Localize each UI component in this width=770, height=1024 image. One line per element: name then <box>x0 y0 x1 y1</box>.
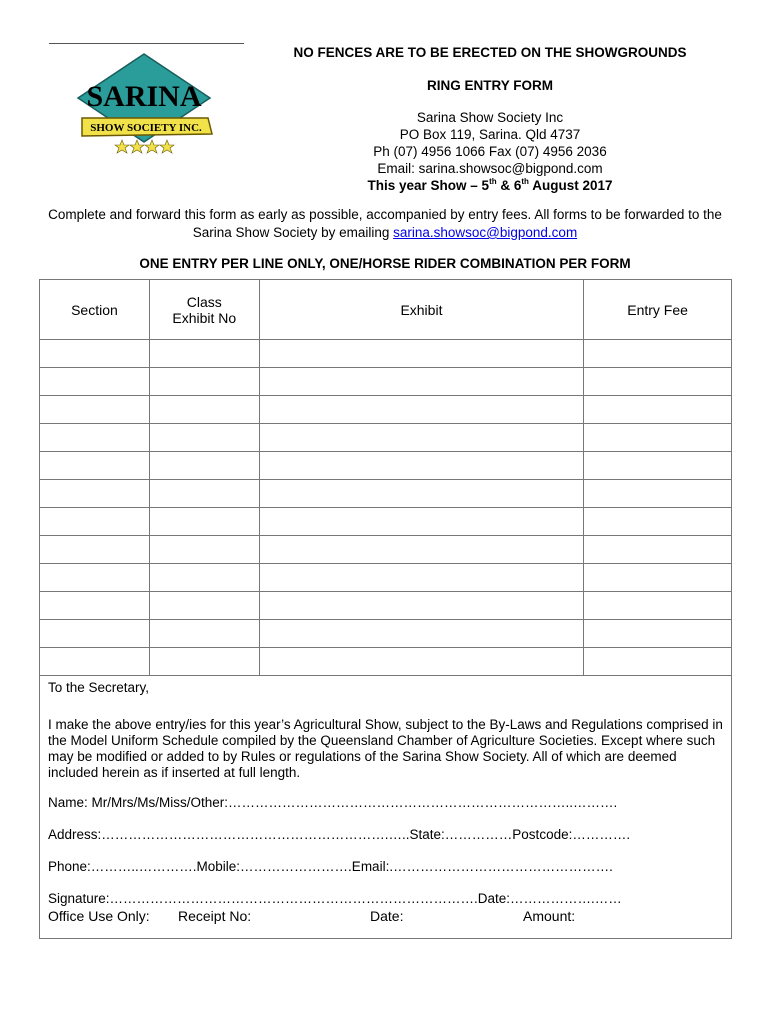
class-cell[interactable] <box>149 536 259 564</box>
section-cell[interactable] <box>40 340 150 368</box>
top-rule <box>49 43 244 44</box>
phone-field[interactable]: Phone:………..………….Mobile:…………………….Email:.…………………………………………. <box>48 859 613 874</box>
one-entry-notice: ONE ENTRY PER LINE ONLY, ONE/HORSE RIDER COMBINATION PER FORM <box>139 256 631 271</box>
entries-table <box>39 279 732 676</box>
table-row <box>40 424 732 452</box>
exhibit-cell[interactable] <box>259 452 583 480</box>
postal-address: PO Box 119, Sarina. Qld 4737 <box>399 127 581 142</box>
table-row <box>40 536 732 564</box>
section-cell[interactable] <box>40 592 150 620</box>
exhibit-cell[interactable] <box>259 564 583 592</box>
section-cell[interactable] <box>40 396 150 424</box>
office-use-row <box>48 908 723 924</box>
instructions: Complete and forward this form as early as possible, accompanied by entry fees. All forms to be forwarded to the Sarina Show Society by emailing sarina.showsoc@bigpond.com <box>48 207 722 240</box>
entry-fee-cell[interactable] <box>584 340 732 368</box>
entry-fee-cell[interactable] <box>584 536 732 564</box>
section-cell[interactable] <box>40 368 150 396</box>
entry-fee-cell[interactable] <box>584 648 732 676</box>
name-field[interactable]: Name: Mr/Mrs/Ms/Miss/Other:…………………………………………………………………..………. <box>48 795 618 810</box>
col-header-class: Class Exhibit No <box>149 280 259 340</box>
contact-email: Email: sarina.showsoc@bigpond.com <box>377 161 603 176</box>
entry-fee-cell[interactable] <box>584 368 732 396</box>
table-row <box>40 564 732 592</box>
col-header-exhibit: Exhibit <box>259 280 583 340</box>
signature-field[interactable]: Signature:……………………………………………………………………….Date:……………….…… <box>48 891 622 906</box>
section-cell[interactable] <box>40 480 150 508</box>
sarina-show-society-logo <box>62 52 232 160</box>
table-row <box>40 396 732 424</box>
logo-name: SARINA <box>86 80 202 113</box>
section-cell[interactable] <box>40 648 150 676</box>
entry-fee-cell[interactable] <box>584 564 732 592</box>
exhibit-cell[interactable] <box>259 620 583 648</box>
table-row <box>40 340 732 368</box>
table-row <box>40 368 732 396</box>
class-cell[interactable] <box>149 424 259 452</box>
table-row <box>40 508 732 536</box>
section-cell[interactable] <box>40 564 150 592</box>
to-secretary: To the Secretary, <box>48 680 150 695</box>
email-link[interactable]: sarina.showsoc@bigpond.com <box>393 225 578 240</box>
office-use-label: Office Use Only: <box>48 908 150 924</box>
form-title: RING ENTRY FORM <box>426 78 553 93</box>
exhibit-cell[interactable] <box>259 536 583 564</box>
table-row <box>40 648 732 676</box>
logo-banner: SHOW SOCIETY INC. <box>90 122 202 134</box>
entry-fee-cell[interactable] <box>584 480 732 508</box>
entry-fee-cell[interactable] <box>584 424 732 452</box>
section-cell[interactable] <box>40 620 150 648</box>
phone-fax: Ph (07) 4956 1066 Fax (07) 4956 2036 <box>373 144 607 159</box>
col-header-entry-fee: Entry Fee <box>584 280 732 340</box>
class-cell[interactable] <box>149 508 259 536</box>
class-cell[interactable] <box>149 452 259 480</box>
entry-fee-cell[interactable] <box>584 452 732 480</box>
society-name: Sarina Show Society Inc <box>416 110 564 125</box>
show-dates: This year Show – 5th & 6th August 2017 <box>367 177 613 193</box>
address-field[interactable]: Address:……………………………………………………….…..State:……………Postcode:…………. <box>48 827 631 842</box>
exhibit-cell[interactable] <box>259 508 583 536</box>
exhibit-cell[interactable] <box>259 592 583 620</box>
class-cell[interactable] <box>149 340 259 368</box>
class-cell[interactable] <box>149 368 259 396</box>
exhibit-cell[interactable] <box>259 648 583 676</box>
entry-fee-cell[interactable] <box>584 592 732 620</box>
entry-fee-cell[interactable] <box>584 620 732 648</box>
col-header-section: Section <box>40 280 150 340</box>
class-cell[interactable] <box>149 564 259 592</box>
section-cell[interactable] <box>40 452 150 480</box>
entry-fee-cell[interactable] <box>584 508 732 536</box>
table-header-row <box>40 280 732 340</box>
table-row <box>40 480 732 508</box>
declaration-section <box>39 674 732 939</box>
table-row <box>40 620 732 648</box>
table-row <box>40 452 732 480</box>
class-cell[interactable] <box>149 396 259 424</box>
class-cell[interactable] <box>149 620 259 648</box>
receipt-no-label: Receipt No: <box>178 908 252 924</box>
exhibit-cell[interactable] <box>259 340 583 368</box>
class-cell[interactable] <box>149 648 259 676</box>
exhibit-cell[interactable] <box>259 396 583 424</box>
form-header <box>250 44 730 194</box>
section-cell[interactable] <box>40 424 150 452</box>
entry-fee-cell[interactable] <box>584 396 732 424</box>
exhibit-cell[interactable] <box>259 480 583 508</box>
exhibit-cell[interactable] <box>259 424 583 452</box>
table-row <box>40 592 732 620</box>
date-label: Date: <box>370 908 404 924</box>
section-cell[interactable] <box>40 536 150 564</box>
class-cell[interactable] <box>149 592 259 620</box>
declaration-text: I make the above entry/ies for this year’s Agricultural Show, subject to the By-Laws and Regulations comprised in the Model Uniform Schedule compiled by the Queensland Chamber of Agriculture Societies. Except where such may be modified or added to by Rules or regulations of the Sarina Show Society. All of which are deemed included herein as if inserted at full length. <box>48 717 723 780</box>
section-cell[interactable] <box>40 508 150 536</box>
fences-warning: NO FENCES ARE TO BE ERECTED ON THE SHOWGROUNDS <box>293 45 687 60</box>
exhibit-cell[interactable] <box>259 368 583 396</box>
amount-label: Amount: <box>523 908 576 924</box>
class-cell[interactable] <box>149 480 259 508</box>
